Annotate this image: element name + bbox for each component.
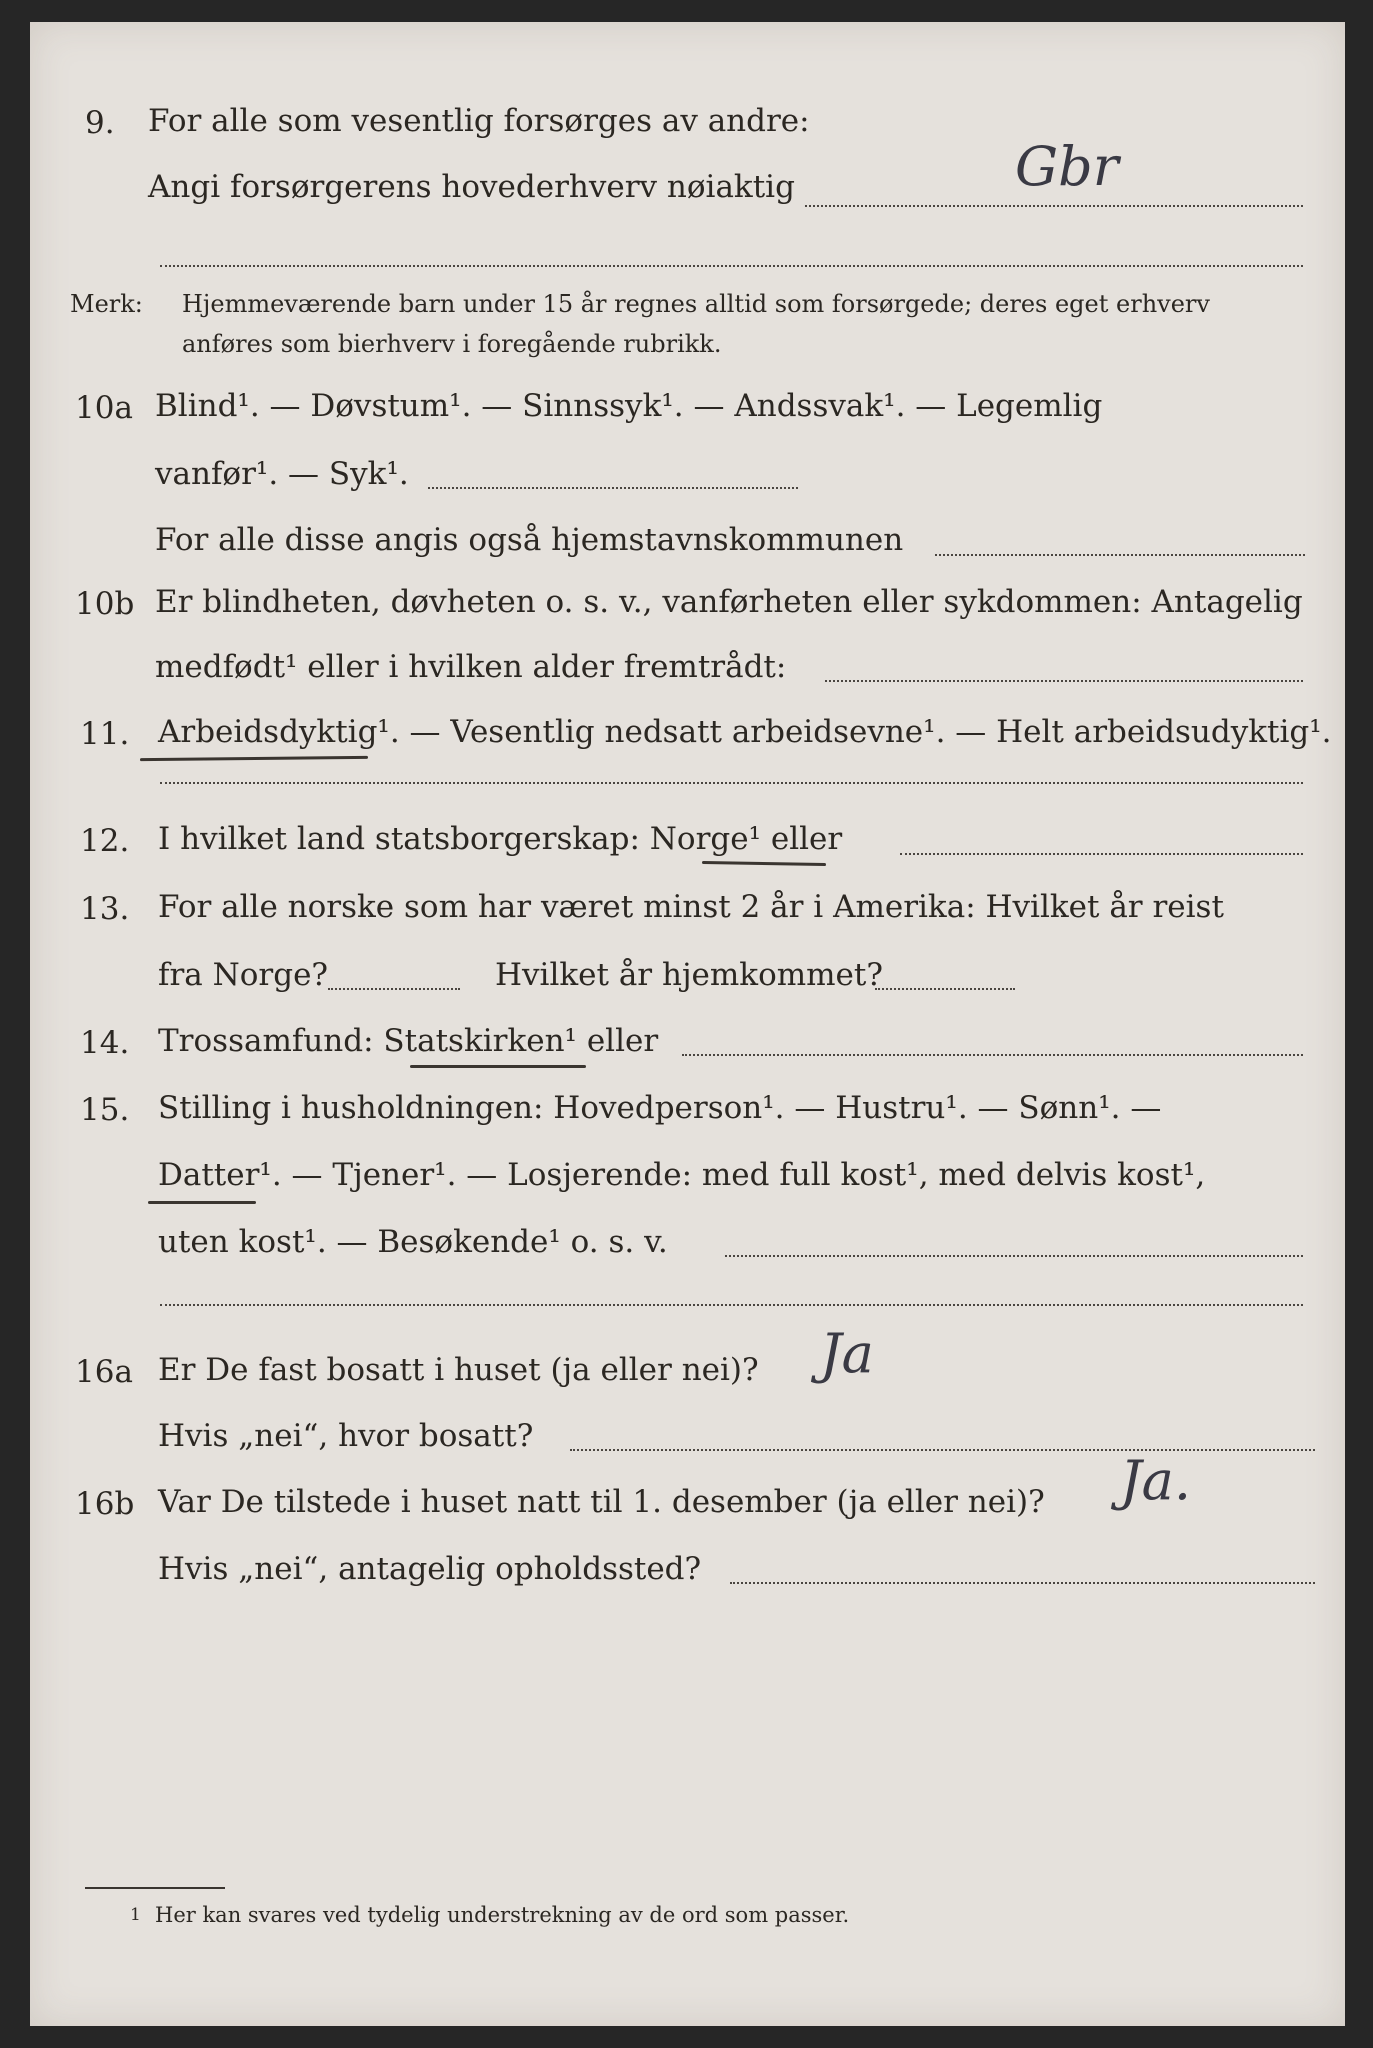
item-12-question: I hvilket land statsborgerskap: Norge¹ eller xyxy=(158,821,843,857)
underline-norge xyxy=(702,861,826,866)
item-number-10b: 10b xyxy=(75,586,135,622)
item-10b-question-cont: medfødt¹ eller i hvilken alder fremtrådt: xyxy=(155,649,787,685)
answer-line xyxy=(730,1582,1315,1584)
footnote-text: Her kan svares ved tydelig understrekning av de ord som passer. xyxy=(155,1903,850,1927)
answer-line xyxy=(935,554,1305,556)
answer-line xyxy=(682,1054,1303,1056)
item-10a-home-municipality: For alle disse angis også hjemstavnskommunen xyxy=(155,522,904,558)
answer-line xyxy=(160,265,1303,267)
answer-line xyxy=(725,1255,1303,1257)
item-16b-followup: Hvis „nei“, antagelig opholdssted? xyxy=(158,1551,702,1587)
item-10a-options: Blind¹. — Døvstum¹. — Sinnssyk¹. — Andssvak¹. — Legemlig xyxy=(155,388,1103,424)
answer-line xyxy=(570,1449,1315,1451)
item-15-options-cont: Datter¹. — Tjener¹. — Losjerende: med full kost¹, med delvis kost¹, xyxy=(158,1157,1206,1193)
item-16a-followup: Hvis „nei“, hvor bosatt? xyxy=(158,1418,534,1454)
answer-line xyxy=(825,680,1303,682)
item-16a-question: Er De fast bosatt i huset (ja eller nei)? xyxy=(158,1352,759,1388)
answer-line xyxy=(805,205,1303,207)
item-number-16b: 16b xyxy=(75,1486,135,1522)
item-number-12: 12. xyxy=(80,823,130,859)
footnote-mark: 1 xyxy=(130,1905,141,1925)
handwritten-answer-16b: Ja. xyxy=(1120,1449,1192,1512)
underline-datter xyxy=(148,1201,256,1204)
item-number-13: 13. xyxy=(80,891,130,927)
census-form-page xyxy=(30,22,1345,2026)
answer-line xyxy=(875,988,1015,990)
item-10b-question: Er blindheten, døvheten o. s. v., vanførheten eller sykdommen: Antagelig xyxy=(155,584,1303,620)
item-13-left-norway: fra Norge? xyxy=(158,957,329,993)
item-14-question: Trossamfund: Statskirken¹ eller xyxy=(158,1023,659,1059)
item-9-occupation-prompt: Angi forsørgerens hovederhverv nøiaktig xyxy=(148,169,795,205)
item-16b-question: Var De tilstede i huset natt til 1. desember (ja eller nei)? xyxy=(158,1484,1045,1520)
item-number-14: 14. xyxy=(80,1025,130,1061)
item-9-question: For alle som vesentlig forsørges av andre: xyxy=(148,103,810,139)
item-number-10a: 10a xyxy=(75,390,133,426)
note-text-line-1: Hjemmeværende barn under 15 år regnes alltid som forsørgede; deres eget erhverv xyxy=(182,290,1210,318)
handwritten-occupation: Gbr xyxy=(1015,135,1119,198)
answer-line xyxy=(328,988,460,990)
footnote-rule xyxy=(85,1887,225,1889)
item-15-options-cont2: uten kost¹. — Besøkende¹ o. s. v. xyxy=(158,1224,668,1260)
item-number-16a: 16a xyxy=(75,1354,133,1390)
item-11-options: Arbeidsdyktig¹. — Vesentlig nedsatt arbeidsevne¹. — Helt arbeidsudyktig¹. xyxy=(158,714,1332,750)
item-number-15: 15. xyxy=(80,1092,130,1128)
item-10a-options-cont: vanfør¹. — Syk¹. xyxy=(155,456,409,492)
note-label: Merk: xyxy=(70,290,143,318)
item-number-11: 11. xyxy=(80,716,130,752)
underline-arbeidsdyktig xyxy=(140,756,368,761)
item-13-question: For alle norske som har været minst 2 år i Amerika: Hvilket år reist xyxy=(158,889,1224,925)
answer-line xyxy=(428,487,798,489)
answer-line xyxy=(160,782,1303,784)
note-text-line-2: anføres som bierhverv i foregående rubrikk. xyxy=(182,330,722,358)
item-15-options: Stilling i husholdningen: Hovedperson¹. — Hustru¹. — Sønn¹. — xyxy=(158,1090,1162,1126)
item-number-9: 9. xyxy=(85,105,115,141)
answer-line xyxy=(900,853,1303,855)
underline-statskirken xyxy=(410,1065,586,1068)
answer-line xyxy=(160,1304,1303,1306)
item-13-returned: Hvilket år hjemkommet? xyxy=(495,957,883,993)
handwritten-answer-16a: Ja xyxy=(820,1322,874,1385)
